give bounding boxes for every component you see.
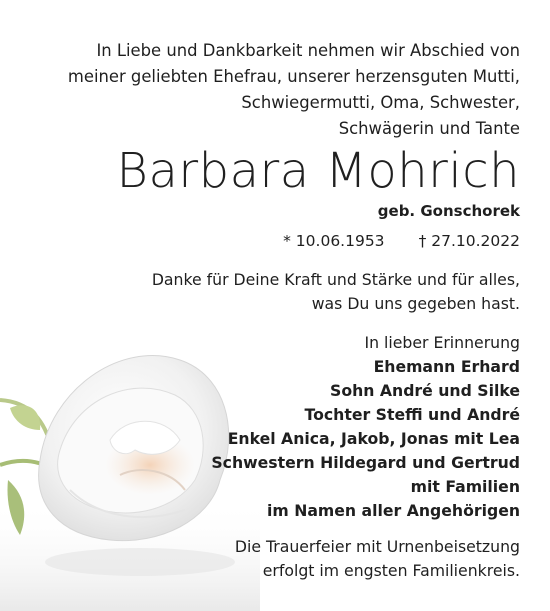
intro-line: Schwägerin und Tante [338, 119, 520, 138]
maiden-name: geb. Gonschorek [377, 202, 520, 220]
mourner-line: Ehemann Erhard [373, 357, 520, 376]
intro-text [68, 38, 520, 142]
intro-line: meiner geliebten Ehefrau, unserer herzensguten Mutti, [67, 67, 520, 86]
intro-line: Schwiegermutti, Oma, Schwester, [241, 93, 520, 112]
mourner-line: Sohn André und Silke [330, 381, 520, 400]
mourner-line: im Namen aller Angehörigen [267, 501, 520, 520]
mourner-line: mit Familien [410, 477, 520, 496]
birth-date: * 10.06.1953 [283, 232, 385, 250]
thanks-line: Danke für Deine Kraft und Stärke und für alles, [151, 270, 520, 289]
deceased-name: Barbara Mohrich [116, 143, 520, 199]
service-line: Die Trauerfeier mit Urnenbeisetzung [234, 537, 520, 556]
remembrance-heading: In lieber Erinnerung [364, 333, 520, 352]
intro-line: In Liebe und Dankbarkeit nehmen wir Abschied von [96, 41, 520, 60]
mourner-line: Schwestern Hildegard und Gertrud [211, 453, 520, 472]
thanks-line: was Du uns gegeben hast. [311, 294, 520, 313]
mourners-list [211, 331, 520, 523]
service-line: erfolgt im engsten Familienkreis. [262, 561, 520, 580]
mourner-line: Enkel Anica, Jakob, Jonas mit Lea [227, 429, 520, 448]
thanks-text [152, 268, 520, 316]
mourner-line: Tochter Steffi und André [304, 405, 520, 424]
life-dates [283, 230, 520, 252]
service-info [235, 535, 520, 583]
death-date: † 27.10.2022 [418, 232, 520, 250]
